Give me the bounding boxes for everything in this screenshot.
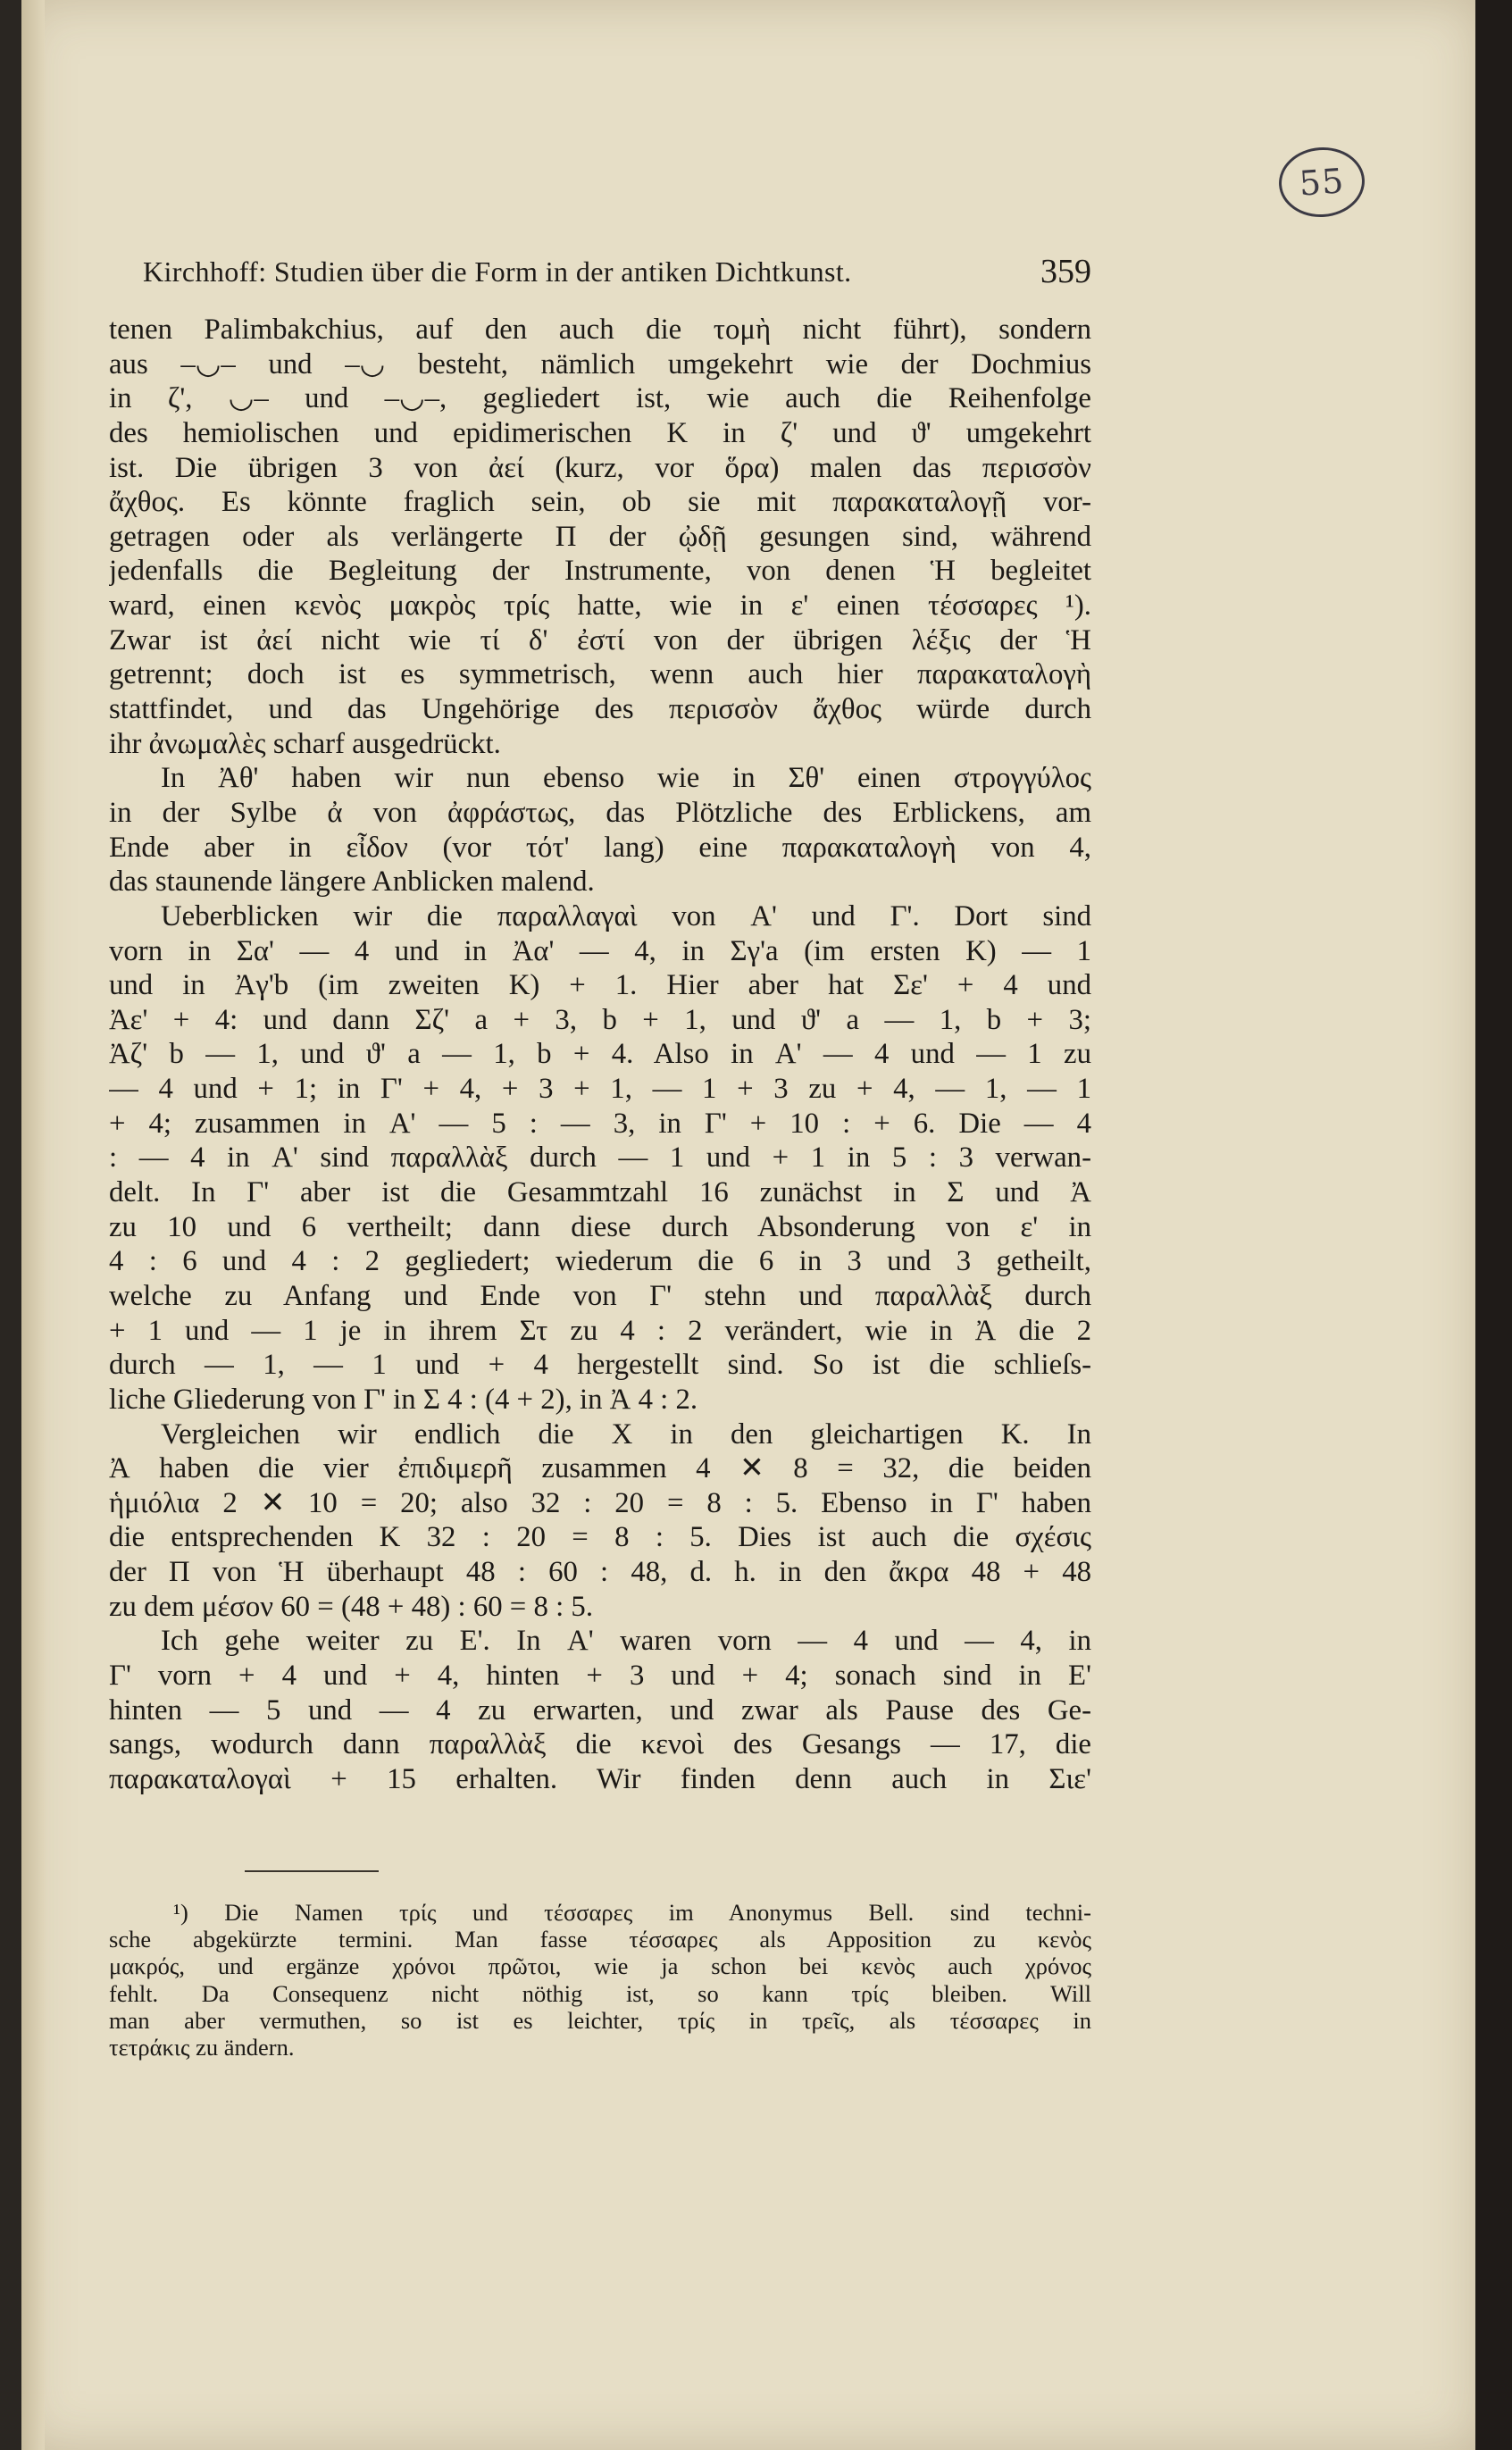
- text-line: vorn in Σα' — 4 und in Ἀα' — 4, in Σγ'a (im ersten K) — 1: [109, 934, 1091, 967]
- text-line: hinten — 5 und — 4 zu erwarten, und zwar als Pause des Ge-: [109, 1693, 1091, 1727]
- paragraph-start-line: Vergleichen wir endlich die X in den gleichartigen K. In: [161, 1417, 1091, 1451]
- text-line: 4 : 6 und 4 : 2 gegliedert; wiederum die 6 in 3 und 3 getheilt,: [109, 1245, 1091, 1278]
- page-fold-edge: [21, 0, 45, 2450]
- text-line: — 4 und + 1; in Γ' + 4, + 3 + 1, — 1 + 3 zu + 4, — 1, — 1: [109, 1073, 1091, 1106]
- text-line: Ende aber in εἶδον (vor τότ' lang) eine παρακαταλογὴ von 4,: [109, 831, 1091, 864]
- text-line: Ἀ haben die vier ἐπιδιμερῆ zusammen 4 ✕ 8 = 32, die beiden: [109, 1452, 1091, 1485]
- footnotes: [109, 1899, 1091, 2061]
- text-line: sangs, wodurch dann παραλλὰξ die κενοὶ des Gesangs — 17, die: [109, 1728, 1091, 1761]
- text-line: liche Gliederung von Γ' in Σ 4 : (4 + 2), in Ἀ 4 : 2.: [109, 1383, 698, 1416]
- text-line: das staunende längere Anblicken malend.: [109, 865, 595, 899]
- text-line: in der Sylbe ἀ von ἀφράστως, das Plötzliche des Erblickens, am: [109, 796, 1091, 829]
- paragraph-start-line: Ueberblicken wir die παραλλαγαὶ von Α' und Γ'. Dort sind: [161, 899, 1091, 932]
- footnote-line: ¹) Die Namen τρίς und τέσσαρες im Anonymus Bell. sind techni-: [173, 1899, 1091, 1926]
- text-line: Γ' vorn + 4 und + 4, hinten + 3 und + 4; sonach sind in Ε': [109, 1659, 1091, 1692]
- footnote-line: τετράκις zu ändern.: [109, 2033, 295, 2061]
- text-line: aus –◡– und –◡ besteht, nämlich umgekehrt wie der Dochmius: [109, 347, 1091, 380]
- text-line: ist. Die übrigen 3 von ἀεί (kurz, vor ὅρα) malen das περισσὸν: [109, 451, 1091, 484]
- page-header: [143, 252, 1091, 293]
- text-line: Ἀε' + 4: und dann Σζ' a + 3, b + 1, und ϑ' a — 1, b + 3;: [109, 1003, 1091, 1036]
- text-line: und in Ἀγ'b (im zweiten K) + 1. Hier aber hat Σε' + 4 und: [109, 969, 1091, 1002]
- text-line: jedenfalls die Begleitung der Instrumente, von denen Ἡ begleitet: [109, 555, 1091, 588]
- text-line: in ζ', ◡– und –◡–, gegliedert ist, wie auch die Reihenfolge: [109, 382, 1091, 415]
- text-line: Ἀζ' b — 1, und ϑ' a — 1, b + 4. Also in Α' — 4 und — 1 zu: [109, 1038, 1091, 1071]
- text-line: getrennt; doch ist es symmetrisch, wenn auch hier παρακαταλογὴ: [109, 658, 1091, 691]
- text-line: der Π von Ἡ überhaupt 48 : 60 : 48, d. h. in den ἄκρα 48 + 48: [109, 1556, 1091, 1589]
- text-line: die entsprechenden K 32 : 20 = 8 : 5. Dies ist auch die σχέσις: [109, 1521, 1091, 1554]
- text-line: welche zu Anfang und Ende von Γ' stehn und παραλλὰξ durch: [109, 1279, 1091, 1312]
- running-title: Kirchhoff: Studien über die Form in der antiken Dichtkunst.: [143, 255, 852, 288]
- footnote-line: sche abgekürzte termini. Man fasse τέσσαρες als Apposition zu κενὸς: [109, 1926, 1091, 1953]
- text-line: ward, einen κενὸς μακρὸς τρίς hatte, wie in ε' einen τέσσαρες ¹).: [109, 590, 1091, 623]
- text-line: zu 10 und 6 vertheilt; dann diese durch Absonderung von ε' in: [109, 1210, 1091, 1243]
- text-line: zu dem μέσον 60 = (48 + 48) : 60 = 8 : 5.: [109, 1590, 594, 1623]
- footnote-rule: [245, 1870, 379, 1872]
- library-stamp: 55: [1276, 145, 1366, 221]
- binding-shadow: [1475, 0, 1512, 2450]
- body-text: [109, 313, 1091, 1797]
- paragraph-start-line: Ich gehe weiter zu Ε'. In Α' waren vorn — 4 und — 4, in: [161, 1625, 1091, 1658]
- text-line: getragen oder als verlängerte Π der ᾠδῇ gesungen sind, während: [109, 520, 1091, 553]
- footnote-line: fehlt. Da Consequenz nicht nöthig ist, so kann τρίς bleiben. Will: [109, 1979, 1091, 2007]
- text-line: durch — 1, — 1 und + 4 hergestellt sind. So ist die schlieſs-: [109, 1349, 1091, 1382]
- text-line: des hemiolischen und epidimerischen K in ζ' und ϑ' umgekehrt: [109, 416, 1091, 449]
- footnote-line: man aber vermuthen, so ist es leichter, τρίς in τρεῖς, als τέσσαρες in: [109, 2006, 1091, 2034]
- text-line: delt. In Γ' aber ist die Gesammtzahl 16 zunächst in Σ und Ἀ: [109, 1176, 1091, 1209]
- text-line: + 1 und — 1 je in ihrem Στ zu 4 : 2 verändert, wie in Ἀ die 2: [109, 1314, 1091, 1347]
- text-line: + 4; zusammen in Α' — 5 : — 3, in Γ' + 10 : + 6. Die — 4: [109, 1107, 1091, 1140]
- page-number: 359: [1040, 253, 1091, 290]
- text-line: tenen Palimbakchius, auf den auch die τομὴ nicht führt), sondern: [109, 314, 1091, 346]
- text-line: παρακαταλογαὶ + 15 erhalten. Wir finden denn auch in Σιε': [109, 1762, 1091, 1795]
- text-line: ἡμιόλια 2 ✕ 10 = 20; also 32 : 20 = 8 : 5. Ebenso in Γ' haben: [109, 1486, 1091, 1519]
- text-line: stattfindet, und das Ungehörige des περισσὸν ἄχθος würde durch: [109, 693, 1091, 726]
- paragraph-start-line: In Ἀθ' haben wir nun ebenso wie in Σθ' einen στρογγύλος: [161, 762, 1091, 795]
- text-line: : — 4 in Α' sind παραλλὰξ durch — 1 und + 1 in 5 : 3 verwan-: [109, 1141, 1091, 1175]
- footnote-line: μακρός, und ergänze χρόνοι πρῶτοι, wie ja schon bei κενὸς auch χρόνος: [109, 1952, 1091, 1980]
- text-line: ἄχθος. Es könnte fraglich sein, ob sie mit παρακαταλογῇ vor-: [109, 486, 1091, 519]
- text-line: ihr ἀνωμαλὲς scharf ausgedrückt.: [109, 727, 501, 760]
- text-line: Zwar ist ἀεί nicht wie τί δ' ἐστί von der übrigen λέξις der Ἡ: [109, 623, 1091, 656]
